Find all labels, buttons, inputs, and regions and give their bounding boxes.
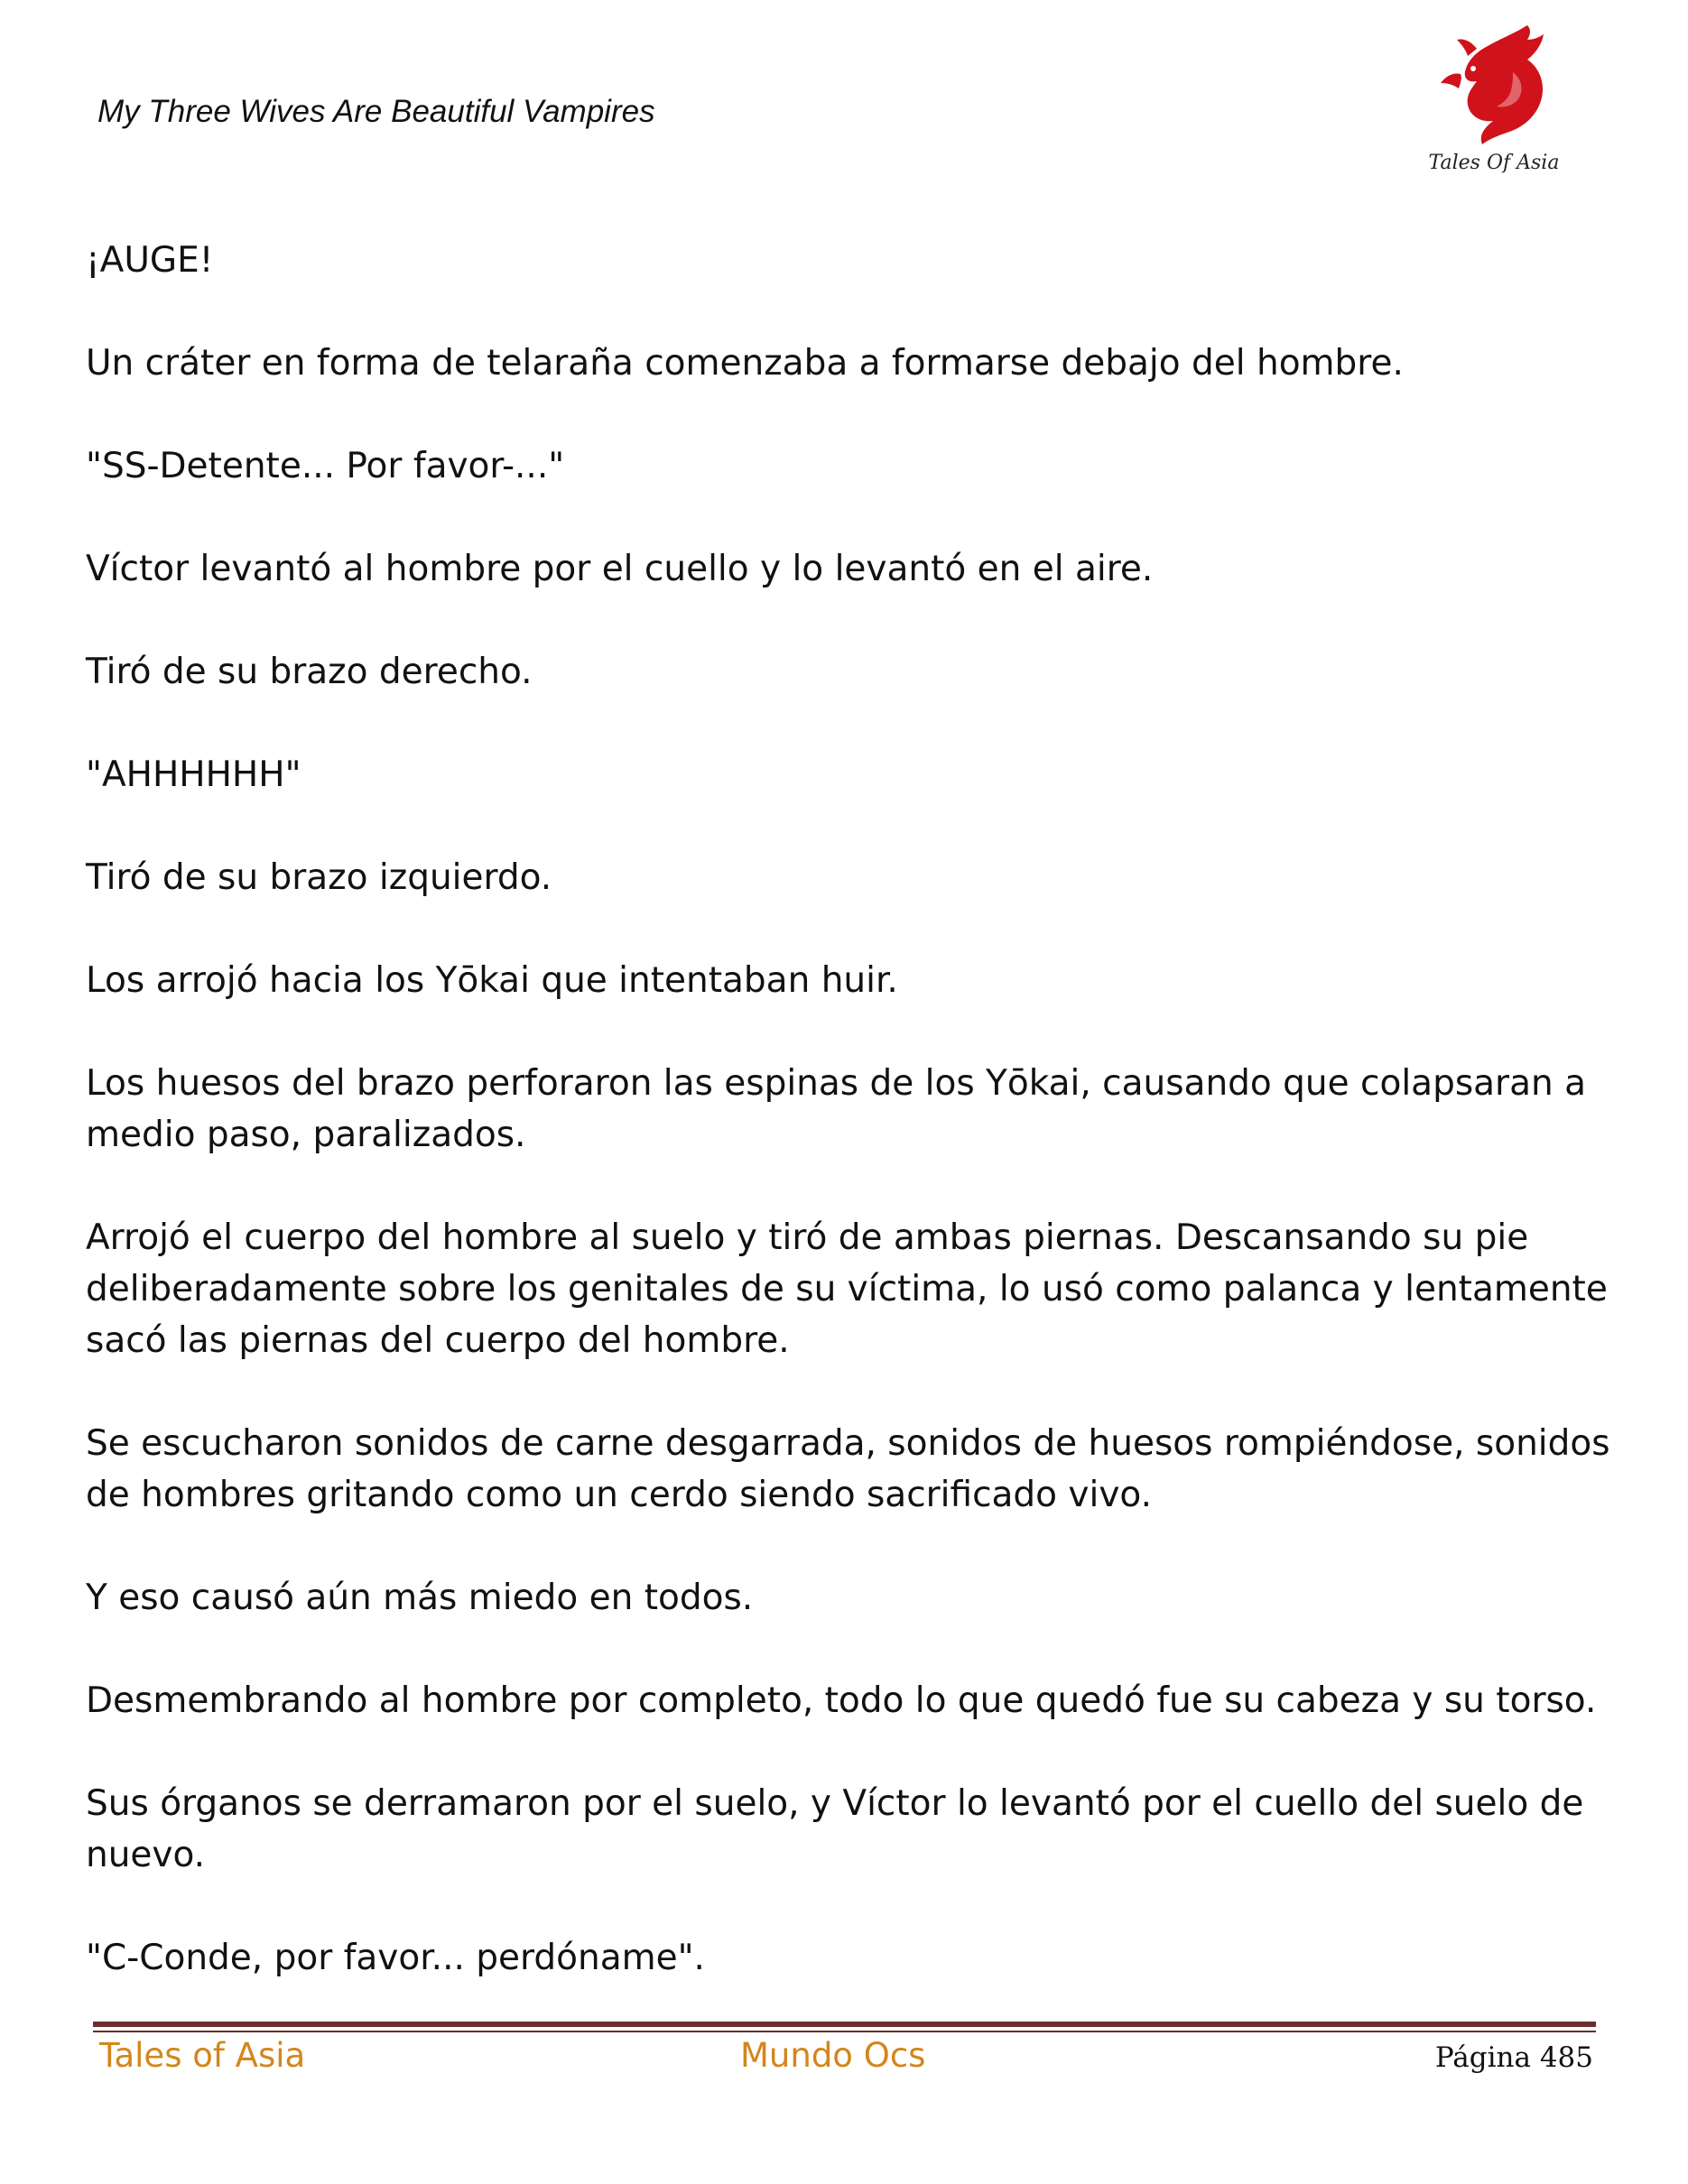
paragraph: Desmembrando al hombre por completo, todo lo que quedó fue su cabeza y su torso. xyxy=(86,1680,1597,1721)
paragraph: Los arrojó hacia los Yōkai que intentaban huir. xyxy=(86,960,898,1001)
footer-publisher: Tales of Asia xyxy=(99,2036,306,2075)
paragraph: Arrojó el cuerpo del hombre al suelo y tiró de ambas piernas. Descansando su pie deliberadamente sobre los genitales de su víctima, lo usó como palanca y lentamente sacó las piernas del cuerpo del hombre. xyxy=(86,1217,1608,1361)
paragraph: "AHHHHHH" xyxy=(86,754,301,795)
paragraph: Un cráter en forma de telaraña comenzaba a formarse debajo del hombre. xyxy=(86,343,1404,384)
paragraph: Sus órganos se derramaron por el suelo, y Víctor lo levantó por el cuello del suelo de nuevo. xyxy=(86,1783,1584,1875)
footer-divider xyxy=(93,2022,1596,2027)
page-number: Página 485 xyxy=(1434,2041,1593,2074)
logo-text: Tales Of Asia xyxy=(1428,152,1560,174)
paragraph: "C-Conde, por favor... perdóname". xyxy=(86,1938,705,1978)
paragraph: Y eso causó aún más miedo en todos. xyxy=(86,1578,754,1618)
paragraph: Se escucharon sonidos de carne desgarrada, sonidos de huesos rompiéndose, sonidos de hombres gritando como un cerdo siendo sacrificado vivo. xyxy=(86,1423,1610,1515)
footer-site: Mundo Ocs xyxy=(740,2036,926,2075)
paragraph: ¡AUGE! xyxy=(86,240,214,281)
dragon-icon xyxy=(1426,18,1562,153)
book-title: My Three Wives Are Beautiful Vampires xyxy=(97,94,655,129)
paragraph: "SS-Detente... Por favor-..." xyxy=(86,446,565,486)
paragraph: Víctor levantó al hombre por el cuello y lo levantó en el aire. xyxy=(86,549,1154,589)
paragraph: Tiró de su brazo derecho. xyxy=(86,652,533,692)
paragraph: Los huesos del brazo perforaron las espinas de los Yōkai, causando que colapsaran a medio paso, paralizados. xyxy=(86,1063,1586,1155)
tales-of-asia-logo xyxy=(1426,18,1562,180)
paragraph: Tiró de su brazo izquierdo. xyxy=(86,857,552,898)
footer-divider-thin xyxy=(93,2031,1596,2032)
